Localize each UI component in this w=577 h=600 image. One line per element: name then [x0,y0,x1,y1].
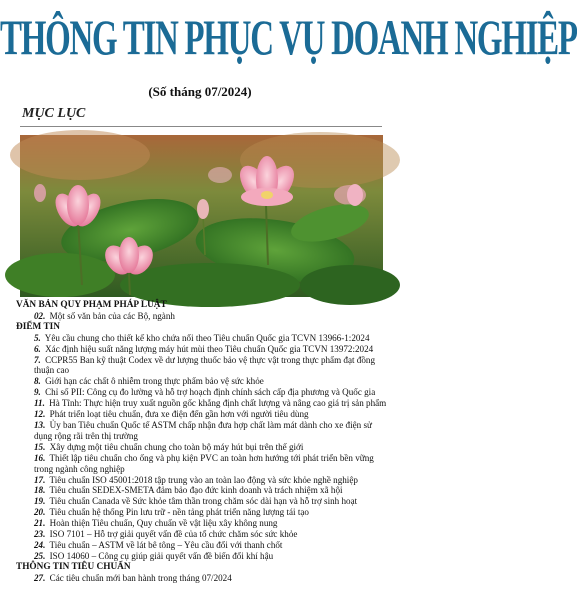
table-of-contents [14,300,392,584]
toc-entry-title: ISO 14060 – Công cụ giúp giải quyết vấn đề biến đổi khí hậu [49,550,274,561]
toc-section-title: THÔNG TIN TIÊU CHUẨN [16,561,131,572]
toc-entry-title: Phát triển loạt tiêu chuẩn, đưa xe điện đến gần hơn với người tiêu dùng [49,409,309,420]
toc-entry[interactable] [14,344,392,355]
toc-entry[interactable] [14,420,392,442]
toc-section-title: VĂN BẢN QUY PHẠM PHÁP LUẬT [16,300,167,310]
toc-entry-title: Ủy ban Tiêu chuẩn Quốc tế ASTM chấp nhận đưa hợp chất làm mát dành cho xe điện sử dụng rộng rãi trên thị trường [34,419,372,441]
publication-title: THÔNG TIN PHỤC VỤ DOANH NGHIỆP [0,12,577,66]
toc-entry[interactable] [14,529,392,540]
toc-entry[interactable] [14,387,392,398]
toc-entry-page: 12. [34,409,46,420]
toc-entry-title: Tiêu chuẩn – ASTM về lát bê tông – Yêu cầu đổi với thanh chốt [49,539,283,550]
toc-entry-title: Tiêu chuẩn Canada về Sức khỏe tâm thần trong chăm sóc dài hạn và hỗ trợ sinh hoạt [49,496,358,507]
toc-entry-page: 23. [34,529,46,540]
toc-entry[interactable] [14,453,392,475]
toc-entry[interactable] [14,475,392,486]
toc-entry[interactable] [14,409,392,420]
toc-entry[interactable] [14,333,392,344]
toc-entry-title: Hà Tĩnh: Thực hiện truy xuất nguồn gốc khẳng định chất lượng và nâng cao giá trị sản phẩm [49,398,387,409]
toc-entry-title: ISO 7101 – Hỗ trợ giải quyết vấn đề của tổ chức chăm sóc sức khỏe [49,529,298,540]
toc-entry-title: Yêu cầu chung cho thiết kế kho chứa nổi theo Tiêu chuẩn Quốc gia TCVN 13966-1:2024 [44,332,370,343]
toc-heading: MỤC LỤC [22,106,86,121]
toc-entry-page: 17. [34,474,46,485]
toc-entry[interactable] [14,442,392,453]
toc-entry-page: 11. [34,398,45,409]
toc-divider [20,126,382,127]
toc-entry-page: 20. [34,507,46,518]
toc-entry-page: 16. [34,452,46,463]
toc-entry-page: 7. [34,354,41,365]
toc-entry-title: Tiêu chuẩn SEDEX-SMETA đảm bảo đạo đức kinh doanh và trách nhiệm xã hội [49,485,343,496]
toc-entry-page: 5. [34,332,41,343]
toc-entry[interactable] [14,518,392,529]
toc-entry-title: Thiết lập tiêu chuẩn cho ống và phụ kiện PVC an toàn hơn hướng tới phát triển bền vững trong ngành công nghiệp [34,452,374,474]
toc-entry[interactable] [14,540,392,551]
toc-entry[interactable] [14,573,392,584]
toc-entry-page: 21. [34,518,46,529]
toc-entry-page: 19. [34,496,46,507]
toc-entry[interactable] [14,507,392,518]
toc-entry-title: Giới hạn các chất ô nhiễm trong thực phẩm bảo vệ sức khỏe [45,376,264,387]
toc-entry[interactable] [14,485,392,496]
toc-entry-title: Tiêu chuẩn hệ thống Pin lưu trữ - nền tảng phát triển năng lượng tái tạo [49,507,309,518]
toc-entry-page: 9. [34,387,41,398]
toc-entry-page: 18. [34,485,46,496]
toc-section-title: ĐIỂM TIN [16,321,60,332]
toc-entry[interactable] [14,376,392,387]
lotus-photo [20,135,383,297]
toc-entry-title: CCPR55 Ban kỹ thuật Codex về dư lượng thuốc bảo vệ thực vật trong thực phẩm đạt đồng thuận cao [34,354,375,376]
toc-entry-page: 25. [34,550,46,561]
toc-entry[interactable] [14,398,392,409]
toc-entry-page: 13. [34,419,46,430]
toc-entry-title: Các tiêu chuẩn mới ban hành trong tháng 07/2024 [49,572,232,583]
toc-entry-title: Tiêu chuẩn ISO 45001:2018 tập trung vào an toàn lao động và sức khỏe nghề nghiệp [49,474,358,485]
issue-number: (Số tháng 07/2024) [148,84,252,99]
toc-entry[interactable] [14,551,392,562]
toc-entry-page: 6. [34,343,41,354]
toc-entry[interactable] [14,496,392,507]
toc-entry-page: 15. [34,441,46,452]
toc-entry-page: 02. [34,310,46,321]
toc-entry-title: Xây dựng một tiêu chuẩn chung cho toàn bộ máy hút bụi trên thế giới [49,441,304,452]
toc-entry-title: Hoàn thiện Tiêu chuẩn, Quy chuẩn về vật liệu xây không nung [49,518,278,529]
toc-entry[interactable] [14,355,392,377]
toc-entry-page: 27. [34,572,46,583]
toc-entry-title: Xác định hiệu suất năng lượng máy hút mùi theo Tiêu chuẩn Quốc gia TCVN 13972:2024 [45,343,374,354]
toc-entry-page: 24. [34,539,46,550]
toc-entry-title: Một số văn bản của các Bộ, ngành [49,310,175,321]
toc-entry[interactable] [14,311,392,322]
toc-entry-page: 8. [34,376,41,387]
toc-entry-title: Chỉ số PII: Công cụ đo lường và hỗ trợ hoạch định chính sách cấp địa phương và Quốc gia [45,387,376,398]
